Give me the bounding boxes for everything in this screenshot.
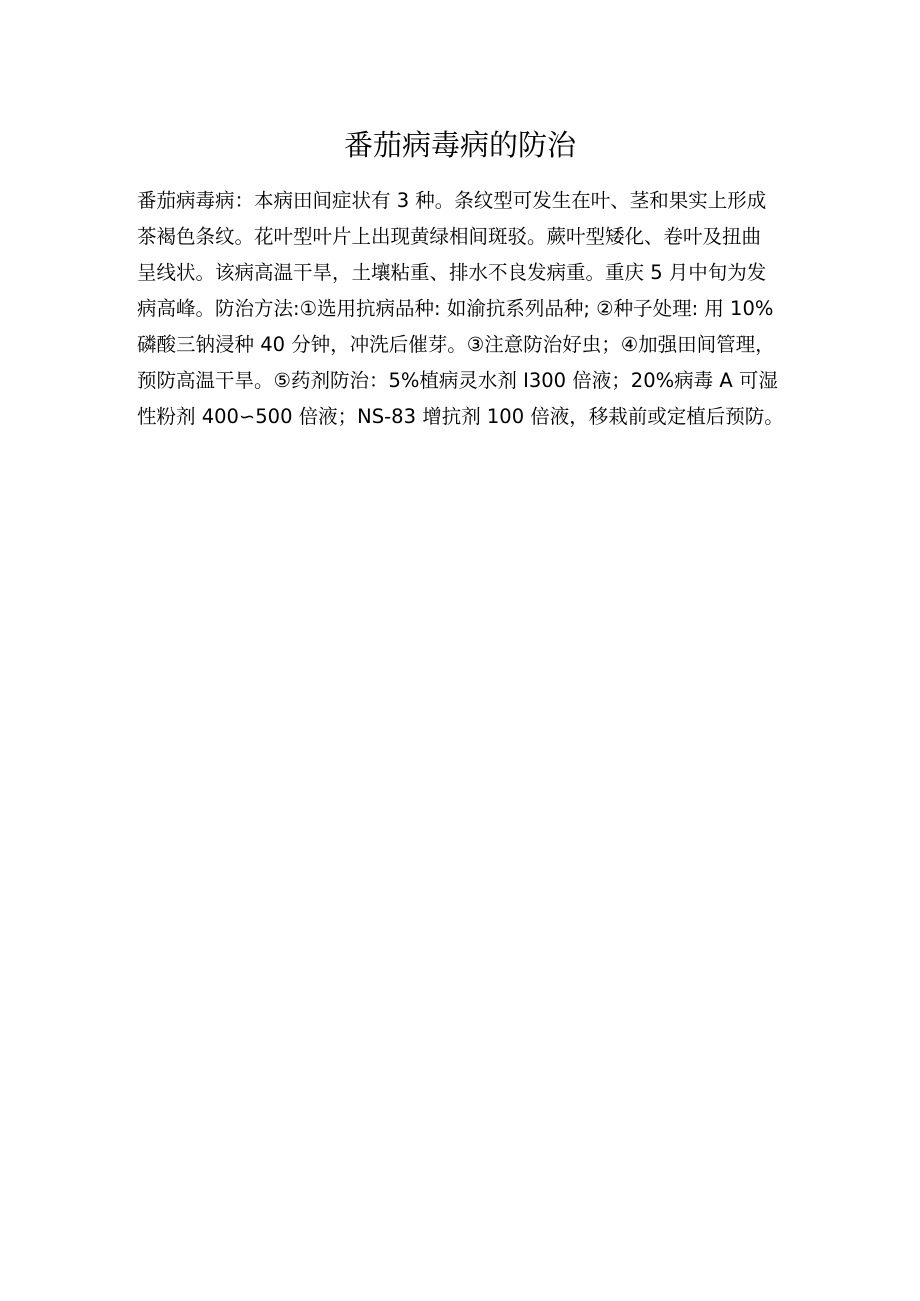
body-line: 茶褐色条纹。花叶型叶片上出现黄绿相间斑驳。蕨叶型矮化、卷叶及扭曲 <box>137 225 762 248</box>
body-line: 呈线状。该病高温干旱，土壤粘重、排水不良发病重。重庆 5 月中旬为发 <box>137 261 767 284</box>
document-body <box>137 183 797 435</box>
body-line: 预防高温干旱。⑤药剂防治：5%植病灵水剂 I300 倍液；20%病毒 A 可湿 <box>137 369 778 392</box>
body-line: 磷酸三钠浸种 40 分钟，冲洗后催芽。③注意防治好虫；④加强田间管理， <box>137 333 775 356</box>
body-line: 番茄病毒病：本病田间症状有 3 种。条纹型可发生在叶、茎和果实上形成 <box>137 189 767 212</box>
document-title: 番茄病毒病的防治 <box>343 128 576 162</box>
body-line: 病高峰。防治方法:①选用抗病品种: 如渝抗系列品种; ②种子处理: 用 10% <box>137 297 774 320</box>
body-line: 性粉剂 400∽500 倍液；NS-83 增抗剂 100 倍液，移栽前或定植后预防。 <box>137 405 784 428</box>
